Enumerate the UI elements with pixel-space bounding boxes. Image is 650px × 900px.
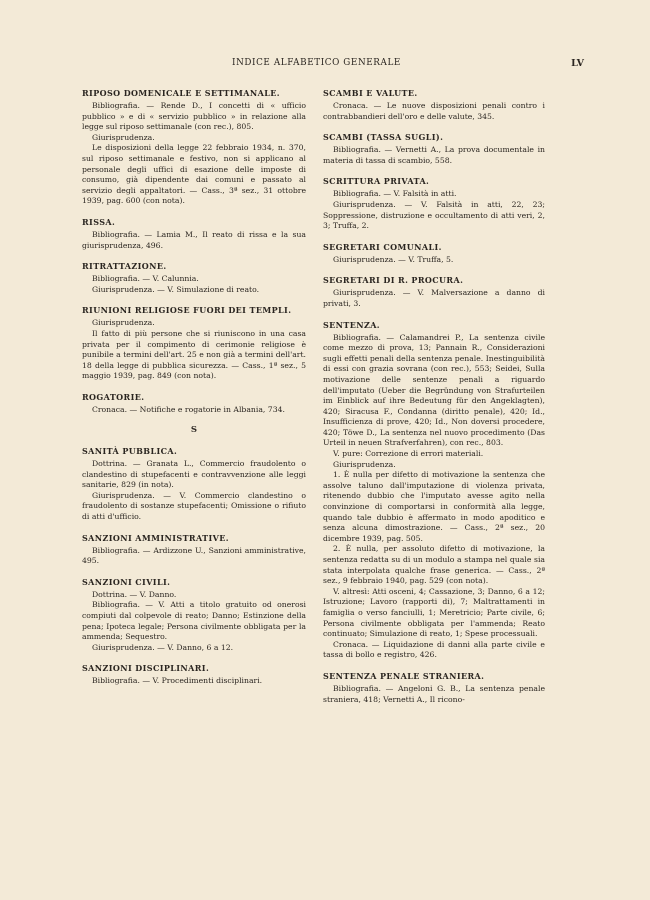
- entry-heading: SCRITTURA PRIVATA.: [323, 176, 430, 187]
- index-entry: [323, 320, 545, 661]
- right-column: [323, 88, 545, 715]
- entry-text: Bibliografia. — Lamia M., Il reato di rissa e la sua giurisprudenza, 496.: [82, 229, 306, 250]
- entry-heading: SENTENZA PENALE STRANIERA.: [323, 670, 485, 681]
- entry-heading: ROGATORIE.: [82, 391, 145, 402]
- index-entry: [323, 242, 545, 266]
- index-entry: [82, 663, 306, 687]
- index-entry: [82, 217, 306, 251]
- entry-text: Bibliografia. — Rende D., I concetti di « ufficio pubblico » e di « servizio pubblico » in relazione alla legge sul riposo settimanale (con rec.), 805.: [82, 101, 306, 132]
- entry-heading: SCAMBI E VALUTE.: [323, 88, 418, 98]
- entry-heading: SENTENZA.: [323, 319, 380, 330]
- entry-text: Bibliografia. — V. Falsità in atti.: [333, 189, 457, 199]
- index-entry: [82, 305, 306, 382]
- entry-text: V. pure: Correzione di errori materiali.: [333, 449, 484, 459]
- entry-heading: SANITÀ PUBBLICA.: [82, 446, 178, 457]
- entry-heading: RIUNIONI RELIGIOSE FUORI DEI TEMPLI.: [82, 305, 292, 316]
- entry-text: Giurisprudenza. — V. Malversazione a danno di privati, 3.: [323, 288, 545, 308]
- entry-text: Giurisprudenza.: [92, 132, 155, 142]
- index-entry: [323, 132, 545, 166]
- index-entry: [82, 533, 306, 567]
- entry-text: Bibliografia. — V. Atti a titolo gratuito od onerosi compiuti dal colpevole di reato; Danno; Estinzione della pena; Ipoteca legale; Persona civilmente obbligata per la ammenda; Sequestro.: [82, 600, 306, 642]
- entry-text: Dottrina. — V. Danno.: [92, 589, 177, 599]
- entry-text: Giurisprudenza. — V. Falsità in atti, 22, 23; Soppressione, distruzione e occultamento di atti veri, 2, 3; Truffa, 2.: [323, 199, 545, 231]
- running-head: [0, 58, 650, 74]
- entry-heading: SCAMBI (TASSA SUGLI).: [323, 132, 444, 143]
- entry-heading: SANZIONI AMMINISTRATIVE.: [82, 532, 229, 543]
- entry-text: Giurisprudenza.: [92, 318, 155, 328]
- index-entry: [82, 261, 306, 295]
- index-entry: [323, 671, 545, 705]
- index-entry: [82, 88, 306, 207]
- entry-text: Le disposizioni della legge 22 febbraio 1934, n. 370, sul riposo settimanale e festivo, non si applicano al personale degli uffici di esazione delle imposte di consumo, già dipendente dai comuni e passato al servizio degli appaltatori. — Cass., 3ª sez., 31 ottobre 1939, pag. 600 (con nota).: [82, 143, 306, 206]
- entry-text: Cronaca. — Le nuove disposizioni penali contro i contrabbandieri dell'oro e delle valute, 345.: [323, 101, 545, 121]
- left-column: [82, 88, 306, 697]
- entry-text: Bibliografia. — Ardizzone U., Sanzioni amministrative, 495.: [82, 545, 306, 566]
- index-entry: [323, 176, 545, 231]
- entry-text: 1. È nulla per difetto di motivazione la sentenza che assolve taluno dall'imputazione di violenza privata, ritenendo dubbio che l'imputato avesse agito nella convinzione di comportarsi in conformità alla legge, quando tale dubbio è affermato in modo apoditico e senza alcuna dimostrazione. — Cass., 2ª sez., 20 dicembre 1939, pag. 505.: [323, 470, 545, 543]
- section-letter: S: [190, 425, 198, 436]
- entry-text: Bibliografia. — Calamandrei P., La sentenza civile come mezzo di prova, 13; Pannain R., Considerazioni sugli effetti penali della sentenza penale. Inestinguibilità di essi con grazia sovrana (con rec.), 553; Seidei, Sulla motivazione delle sentenze penali a riguardo dell'imputato (Ueber die Begründung von Strafurteilen im Einblick auf ihre Bedeutung für den Angeklagten), 420; Siracusa F., Condanna (diritto penale), 420; Id., Insufficienza di prove, 420; Id., Non doversi procedere, 420; Töwe D., La sentenza nel nuovo procedimento (Das Urteil in neuen Strafverfahren), con rec., 803.: [323, 332, 545, 448]
- index-entry: [323, 88, 545, 122]
- entry-text: V. altresì: Atti osceni, 4; Cassazione, 3; Danno, 6 a 12; Istruzione; Lavoro (rapporti di), 7; Maltrattamenti in famiglia o verso fanciulli, 1; Meretricio; Parte civile, 6; Persona civilmente obbligata per l'ammenda; Reato continuato; Simulazione di reato, 1; Spese processuali.: [323, 586, 545, 639]
- entry-text: Cronaca. — Notifiche e rogatorie in Albania, 734.: [92, 404, 285, 414]
- entry-text: Bibliografia. — Angeloni G. B., La sentenza penale straniera, 418; Vernetti A., Il ricono-: [323, 683, 545, 704]
- index-entry: [82, 392, 306, 416]
- entry-heading: RITRATTAZIONE.: [82, 261, 167, 272]
- entry-text: Dottrina. — Granata L., Commercio fraudolento o clandestino di stupefacenti e contravvenzione alle leggi sanitarie, 829 (in nota).: [82, 459, 306, 490]
- entry-text: Bibliografia. — V. Procedimenti disciplinari.: [92, 676, 263, 686]
- entry-text: Giurisprudenza. — V. Danno, 6 a 12.: [92, 642, 234, 652]
- page-number: LV: [571, 58, 584, 69]
- entry-text: Bibliografia. — V. Calunnia.: [92, 274, 199, 284]
- entry-heading: SEGRETARI DI R. PROCURA.: [323, 275, 464, 286]
- index-entry: [82, 446, 306, 523]
- entry-heading: SEGRETARI COMUNALI.: [323, 241, 442, 252]
- entry-text: 2. È nulla, per assoluto difetto di motivazione, la sentenza redatta su di un modulo a stampa nel quale sia stata interpolata qualche frase generica. — Cass., 2ª sez., 9 febbraio 1940, pag. 529 (con nota).: [323, 544, 545, 586]
- entry-text: Bibliografia. — Vernetti A., La prova documentale in materia di tassa di scambio, 558.: [323, 145, 545, 165]
- index-entry: [323, 275, 545, 309]
- entry-heading: SANZIONI CIVILI.: [82, 576, 171, 587]
- entry-text: Giurisprudenza.: [333, 459, 396, 469]
- index-entry: [82, 577, 306, 654]
- entry-text: Il fatto di più persone che si riuniscono in una casa privata per il compimento di cerimonie religiose è punibile a termini dell'art. 25 e non già a termini dell'art. 18 della legge di pubblica sicurezza. — Cass., 1ª sez., 5 maggio 1939, pag. 849 (con nota).: [82, 328, 306, 381]
- entry-heading: RIPOSO DOMENICALE E SETTIMANALE.: [82, 88, 280, 98]
- entry-heading: SANZIONI DISCIPLINARI.: [82, 663, 210, 674]
- entry-heading: RISSA.: [82, 216, 116, 227]
- running-head-title: INDICE ALFABETICO GENERALE: [232, 58, 401, 68]
- entry-text: Giurisprudenza. — V. Commercio clandestino o fraudolento di sostanze stupefacenti; Omissione o rifiuto di atti d'ufficio.: [82, 490, 306, 522]
- entry-text: Giurisprudenza. — V. Simulazione di reato.: [92, 284, 260, 294]
- entry-text: Cronaca. — Liquidazione di danni alla parte civile e tassa di bollo e registro, 426.: [323, 639, 545, 660]
- entry-text: Giurisprudenza. — V. Truffa, 5.: [333, 254, 454, 264]
